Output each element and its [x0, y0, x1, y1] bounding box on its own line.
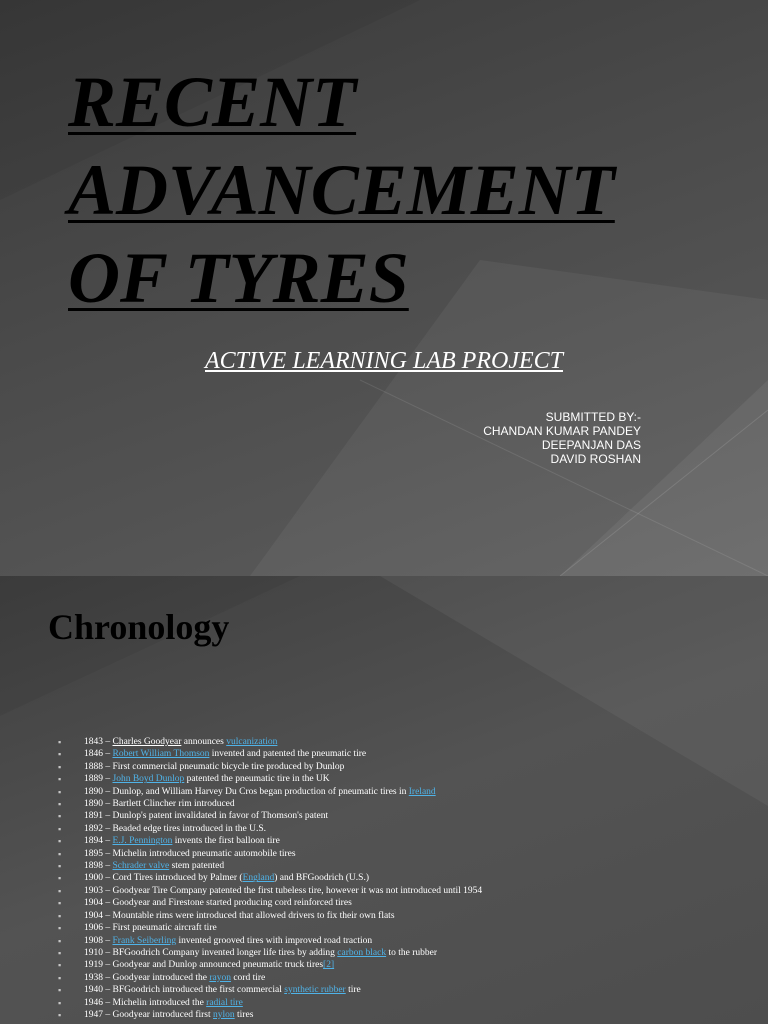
item-text: 1895 – Michelin introduced pneumatic automobile tires — [84, 848, 296, 859]
chronology-item — [58, 773, 482, 785]
item-text: 1947 – Goodyear introduced first — [84, 1009, 214, 1020]
chronology-item — [58, 748, 482, 760]
title-line: ADVANCEMENT — [68, 150, 615, 230]
reference-link[interactable]: carbon black — [337, 947, 387, 958]
chronology-item — [58, 810, 482, 822]
chronology-item — [58, 997, 482, 1009]
chronology-item — [58, 1009, 482, 1021]
item-text: 1940 – BFGoodrich introduced the first commercial — [84, 985, 285, 996]
reference-link[interactable]: synthetic rubber — [284, 985, 346, 996]
item-text: 1898 – — [84, 861, 113, 872]
item-text: tire — [345, 985, 361, 996]
chronology-item — [58, 823, 482, 835]
item-text: 1888 – First commercial pneumatic bicycle tire produced by Dunlop — [84, 761, 345, 772]
item-text: 1889 – — [84, 774, 113, 785]
reference-link[interactable]: England — [242, 873, 275, 884]
chronology-item — [58, 897, 482, 909]
title-line: OF TYRES — [68, 238, 409, 318]
item-text: 1890 – Dunlop, and William Harvey Du Cros began production of pneumatic tires in — [84, 786, 409, 797]
chronology-item — [58, 786, 482, 798]
chronology-item — [58, 848, 482, 860]
author-name: DEEPANJAN DAS — [541, 438, 641, 452]
chronology-item — [58, 935, 482, 947]
chronology-item — [58, 798, 482, 810]
item-text: 1846 – — [84, 749, 113, 760]
reference-link[interactable]: Robert William Thomson — [112, 749, 210, 760]
item-text: 1906 – First pneumatic aircraft tire — [84, 923, 217, 934]
author-name: DAVID ROSHAN — [550, 452, 641, 466]
chronology-item — [58, 885, 482, 897]
item-text: 1919 – Goodyear and Dunlop announced pneumatic truck tires — [84, 960, 324, 971]
item-text: 1890 – Bartlett Clincher rim introduced — [84, 799, 235, 810]
item-text: tires — [234, 1009, 254, 1020]
reference-link[interactable]: radial tire — [206, 997, 243, 1008]
reference-link[interactable]: Schrader valve — [112, 861, 170, 872]
chronology-item — [58, 860, 482, 872]
chronology-item — [58, 972, 482, 984]
chronology-item — [58, 736, 482, 748]
reference-link[interactable]: vulcanization — [226, 737, 278, 747]
chronology-item — [58, 872, 482, 884]
item-text: 1904 – Mountable rims were introduced that allowed drivers to fix their own flats — [84, 910, 395, 921]
item-text: invents the first balloon tire — [172, 836, 280, 847]
chronology-item — [58, 984, 482, 996]
reference-link[interactable]: rayon — [209, 972, 231, 983]
item-text: 1904 – Goodyear and Firestone started producing cord reinforced tires — [84, 898, 352, 909]
reference-link[interactable]: [2] — [323, 960, 335, 971]
item-text: patented the pneumatic tire in the UK — [184, 774, 330, 785]
item-text: 1894 – — [84, 836, 113, 847]
item-text: 1903 – Goodyear Tire Company patented the first tubeless tire, however it was not introduced until 1954 — [84, 885, 483, 896]
item-text: cord tire — [230, 972, 266, 983]
item-text: 1900 – Cord Tires introduced by Palmer ( — [84, 873, 243, 884]
item-text: 1938 – Goodyear introduced the — [84, 972, 210, 983]
item-text: 1908 – — [84, 935, 113, 946]
item-text: 1891 – Dunlop's patent invalidated in favor of Thomson's patent — [84, 811, 329, 822]
subtitle: ACTIVE LEARNING LAB PROJECT — [205, 348, 563, 374]
reference-link[interactable]: Frank Seiberling — [112, 935, 177, 946]
item-text: 1946 – Michelin introduced the — [84, 997, 207, 1008]
chronology-item — [58, 835, 482, 847]
submitted-by-block — [483, 410, 641, 466]
item-text: invented grooved tires with improved road traction — [176, 935, 373, 946]
chronology-item — [58, 947, 482, 959]
item-text: 1843 – — [84, 737, 113, 747]
chronology-item — [58, 761, 482, 773]
underlined-name: Charles Goodyear — [112, 737, 182, 747]
item-text: 1892 – Beaded edge tires introduced in the U.S. — [84, 823, 267, 834]
item-text: ) and BFGoodrich (U.S.) — [274, 873, 369, 884]
item-text: 1910 – BFGoodrich Company invented longer life tires by adding — [84, 947, 338, 958]
reference-link[interactable]: E.J. Pennington — [112, 836, 173, 847]
chronology-list — [58, 736, 482, 1021]
item-text: to the rubber — [386, 947, 438, 958]
submitted-by-label: SUBMITTED BY:- — [545, 410, 641, 424]
chronology-item — [58, 910, 482, 922]
slide-heading: Chronology — [48, 607, 230, 647]
chronology-slide — [0, 576, 768, 1024]
presentation-title — [68, 58, 615, 322]
reference-link[interactable]: John Boyd Dunlop — [112, 774, 185, 785]
item-text: invented and patented the pneumatic tire — [209, 749, 367, 760]
item-text: announces — [181, 737, 227, 747]
author-name: CHANDAN KUMAR PANDEY — [483, 424, 641, 438]
item-text: stem patented — [169, 861, 225, 872]
reference-link[interactable]: Ireland — [408, 786, 436, 797]
reference-link[interactable]: nylon — [213, 1009, 235, 1020]
chronology-item — [58, 922, 482, 934]
chronology-item — [58, 959, 482, 971]
title-line: RECENT — [68, 62, 357, 142]
